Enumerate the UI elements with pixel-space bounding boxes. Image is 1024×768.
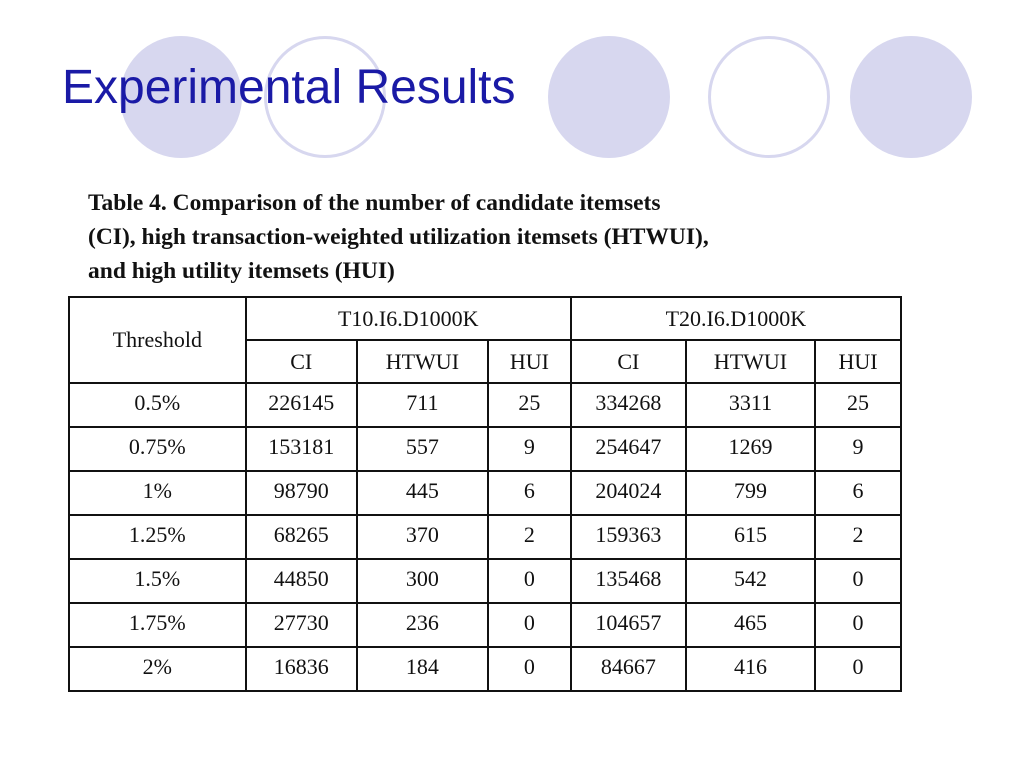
table-cell: 25 [815, 383, 901, 427]
threshold-cell: 2% [69, 647, 246, 691]
table-cell: 104657 [571, 603, 686, 647]
table-cell: 557 [357, 427, 488, 471]
table-cell: 98790 [246, 471, 357, 515]
table-cell: 615 [686, 515, 815, 559]
table-row [69, 515, 901, 559]
table-cell: 465 [686, 603, 815, 647]
table-header-row [69, 297, 901, 340]
table-cell: 27730 [246, 603, 357, 647]
table-cell: 0 [815, 603, 901, 647]
table-cell: 0 [815, 647, 901, 691]
table-cell: 25 [488, 383, 571, 427]
table-body [69, 383, 901, 691]
threshold-cell: 1% [69, 471, 246, 515]
table-row [69, 647, 901, 691]
table-cell: 9 [488, 427, 571, 471]
table-cell: 204024 [571, 471, 686, 515]
table-cell: 84667 [571, 647, 686, 691]
table-row [69, 471, 901, 515]
table-cell: 184 [357, 647, 488, 691]
threshold-cell: 0.75% [69, 427, 246, 471]
column-header-ci: CI [571, 340, 686, 383]
decorative-circle-filled [850, 36, 972, 158]
table-cell: 236 [357, 603, 488, 647]
table-cell: 711 [357, 383, 488, 427]
table-cell: 226145 [246, 383, 357, 427]
dataset-group-header: T20.I6.D1000K [571, 297, 901, 340]
table-cell: 44850 [246, 559, 357, 603]
results-table [68, 296, 902, 692]
table-cell: 2 [488, 515, 571, 559]
table-cell: 0 [488, 603, 571, 647]
column-header-htwui: HTWUI [686, 340, 815, 383]
threshold-cell: 1.75% [69, 603, 246, 647]
threshold-cell: 1.25% [69, 515, 246, 559]
table-cell: 16836 [246, 647, 357, 691]
caption-line: (CI), high transaction-weighted utilization itemsets (HTWUI), [88, 224, 709, 250]
table-cell: 135468 [571, 559, 686, 603]
threshold-header: Threshold [69, 297, 246, 383]
table-cell: 9 [815, 427, 901, 471]
table-cell: 334268 [571, 383, 686, 427]
table-cell: 254647 [571, 427, 686, 471]
table-row [69, 383, 901, 427]
caption-line: and high utility itemsets (HUI) [88, 258, 395, 284]
table-cell: 445 [357, 471, 488, 515]
table-cell: 159363 [571, 515, 686, 559]
table-cell: 1269 [686, 427, 815, 471]
table-row [69, 427, 901, 471]
table-cell: 0 [815, 559, 901, 603]
slide-title: Experimental Results [62, 61, 516, 114]
column-header-htwui: HTWUI [357, 340, 488, 383]
table-cell: 0 [488, 647, 571, 691]
table-cell: 799 [686, 471, 815, 515]
table-cell: 300 [357, 559, 488, 603]
table-row [69, 603, 901, 647]
decorative-circle-outline [708, 36, 830, 158]
table-cell: 542 [686, 559, 815, 603]
column-header-hui: HUI [488, 340, 571, 383]
threshold-cell: 1.5% [69, 559, 246, 603]
table-row [69, 559, 901, 603]
threshold-cell: 0.5% [69, 383, 246, 427]
table-cell: 68265 [246, 515, 357, 559]
decorative-circle-filled [548, 36, 670, 158]
table-cell: 2 [815, 515, 901, 559]
table-cell: 153181 [246, 427, 357, 471]
table-cell: 3311 [686, 383, 815, 427]
table-cell: 416 [686, 647, 815, 691]
dataset-group-header: T10.I6.D1000K [246, 297, 571, 340]
table-cell: 6 [488, 471, 571, 515]
column-header-hui: HUI [815, 340, 901, 383]
column-header-ci: CI [246, 340, 357, 383]
table-cell: 0 [488, 559, 571, 603]
table-caption [88, 186, 848, 288]
caption-line: Table 4. Comparison of the number of candidate itemsets [88, 190, 661, 216]
table-cell: 370 [357, 515, 488, 559]
table-cell: 6 [815, 471, 901, 515]
